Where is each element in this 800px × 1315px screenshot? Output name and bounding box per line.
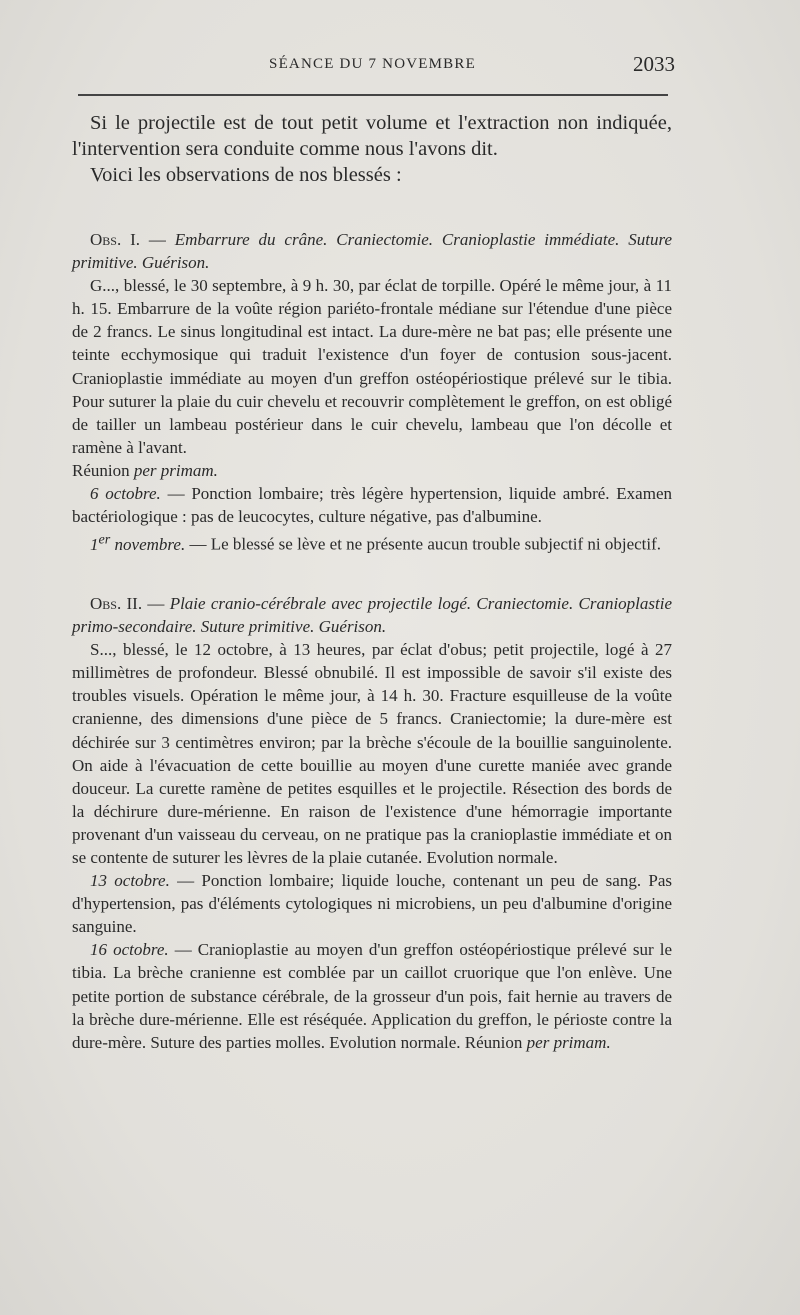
observation-heading bbox=[72, 228, 672, 274]
header-rule bbox=[78, 94, 668, 96]
observation-label: Obs. I. bbox=[90, 230, 140, 249]
observation-1 bbox=[72, 228, 672, 556]
dated-entry bbox=[72, 528, 672, 556]
observation-body-text: G..., blessé, le 30 septembre, à 9 h. 30, par éclat de torpille. Opéré le même jour, à 11 h. 15. Embarrure de la voûte région pariéto-frontale médiane sur l'étendue d'une pièce de 2 francs. Le sinus longitudinal est intact. La dure-mère ne bat pas; elle présente une teinte ecchymosique qui traduit l'existence d'un foyer de contusion sous-jacent. Cranioplastie immédiate au moyen d'un greffon ostéopériostique prélevé sur le tibia. Pour suturer la plaie du cuir chevelu et recouvrir complètement le greffon, on est obligé de tailler un lambeau postérieur dans le cuir chevelu, lambeau que l'on décolle et ramène à l'avant. bbox=[72, 276, 672, 457]
observation-heading bbox=[72, 592, 672, 638]
intro-paragraph: Si le projectile est de tout petit volume et l'extraction non indiquée, l'intervention sera conduite comme nous l'avons dit. bbox=[72, 112, 672, 160]
page-number: 2033 bbox=[633, 52, 675, 76]
entry-text: — Ponction lombaire; liquide louche, contenant un peu de sang. Pas d'hypertension, pas d'éléments cytologiques ni microbiens, un peu d'albumine d'origine sanguine. bbox=[72, 871, 672, 937]
reunion-italic: per primam. bbox=[133, 460, 218, 480]
entry-tail-italic: per primam. bbox=[526, 1032, 611, 1052]
dated-entry bbox=[72, 482, 672, 528]
entry-date bbox=[90, 531, 186, 554]
observation-title: Plaie cranio-cérébrale avec projectile logé. Craniectomie. Cranioplastie primo-secondaire. Suture primitive. Guérison. bbox=[72, 593, 673, 637]
entry-text: — Cranioplastie au moyen d'un greffon ostéopériostique prélevé sur le tibia. La brèche cranienne est comblée par un caillot cruorique que l'on enlève. Une petite portion de substance cérébrale, de la grosseur d'un pois, fait hernie au travers de la brèche dure-mérienne. Elle est réséquée. Application du greffon, le périoste contre la dure-mère. Suture des parties molles. Evolution normale. Réunion bbox=[72, 940, 672, 1052]
observation-2 bbox=[72, 592, 672, 1054]
entry-date-word: novembre. bbox=[110, 534, 186, 554]
observation-title: Embarrure du crâne. Craniectomie. Cranioplastie immédiate. Suture primitive. Guérison. bbox=[72, 230, 672, 273]
running-head bbox=[70, 52, 675, 82]
intro-paragraph: Voici les observations de nos blessés : bbox=[90, 164, 402, 186]
entry-date: 16 octobre. bbox=[90, 940, 169, 960]
entry-date: 6 octobre. bbox=[90, 484, 161, 504]
intro-section bbox=[72, 110, 672, 188]
heading-dash: — bbox=[140, 230, 175, 249]
entry-text: — Le blessé se lève et ne présente aucun trouble subjectif ni objectif. bbox=[185, 534, 662, 554]
dated-entry bbox=[72, 869, 672, 938]
reunion-label: Réunion bbox=[72, 460, 130, 480]
body-text bbox=[72, 110, 672, 1054]
observation-body: S..., blessé, le 12 octobre, à 13 heures, par éclat d'obus; petit projectile, logé à 27 millimètres de profondeur. Blessé obnubilé. Il est impossible de savoir s'il existe des troubles visuels. Opération le même jour, à 14 h. 30. Fracture esquilleuse de la voûte cranienne, des dimensions d'une pièce de 5 francs. Craniectomie; la dure-mère est déchirée sur 3 centimètres environ; par la brèche s'écoule de la bouillie sanguinolente. On aide à l'évacuation de cette bouillie au moyen d'une curette maniée avec grande douceur. La curette ramène de petites esquilles et le projectile. Résection des bords de la déchirure dure-mérienne. En raison de l'existence d'une hémorragie importante provenant d'un vaisseau du cerveau, on ne pratique pas la cranioplastie immédiate et on se contente de suturer les lèvres de la plaie cutanée. Evolution normale. bbox=[72, 640, 672, 867]
observation-body bbox=[72, 274, 672, 482]
entry-date: 13 octobre. bbox=[90, 871, 170, 891]
dated-entry bbox=[72, 938, 672, 1053]
entry-date-number: 1 bbox=[90, 534, 99, 554]
running-title: SÉANCE DU 7 NOVEMBRE bbox=[269, 56, 476, 72]
entry-date-superscript: er bbox=[98, 531, 111, 548]
entry-text: — Ponction lombaire; très légère hypertension, liquide ambré. Examen bactériologique : pas de leucocytes, culture négative, pas d'albumine. bbox=[72, 484, 672, 527]
observation-label: Obs. II. bbox=[90, 593, 143, 613]
heading-dash: — bbox=[142, 593, 170, 613]
